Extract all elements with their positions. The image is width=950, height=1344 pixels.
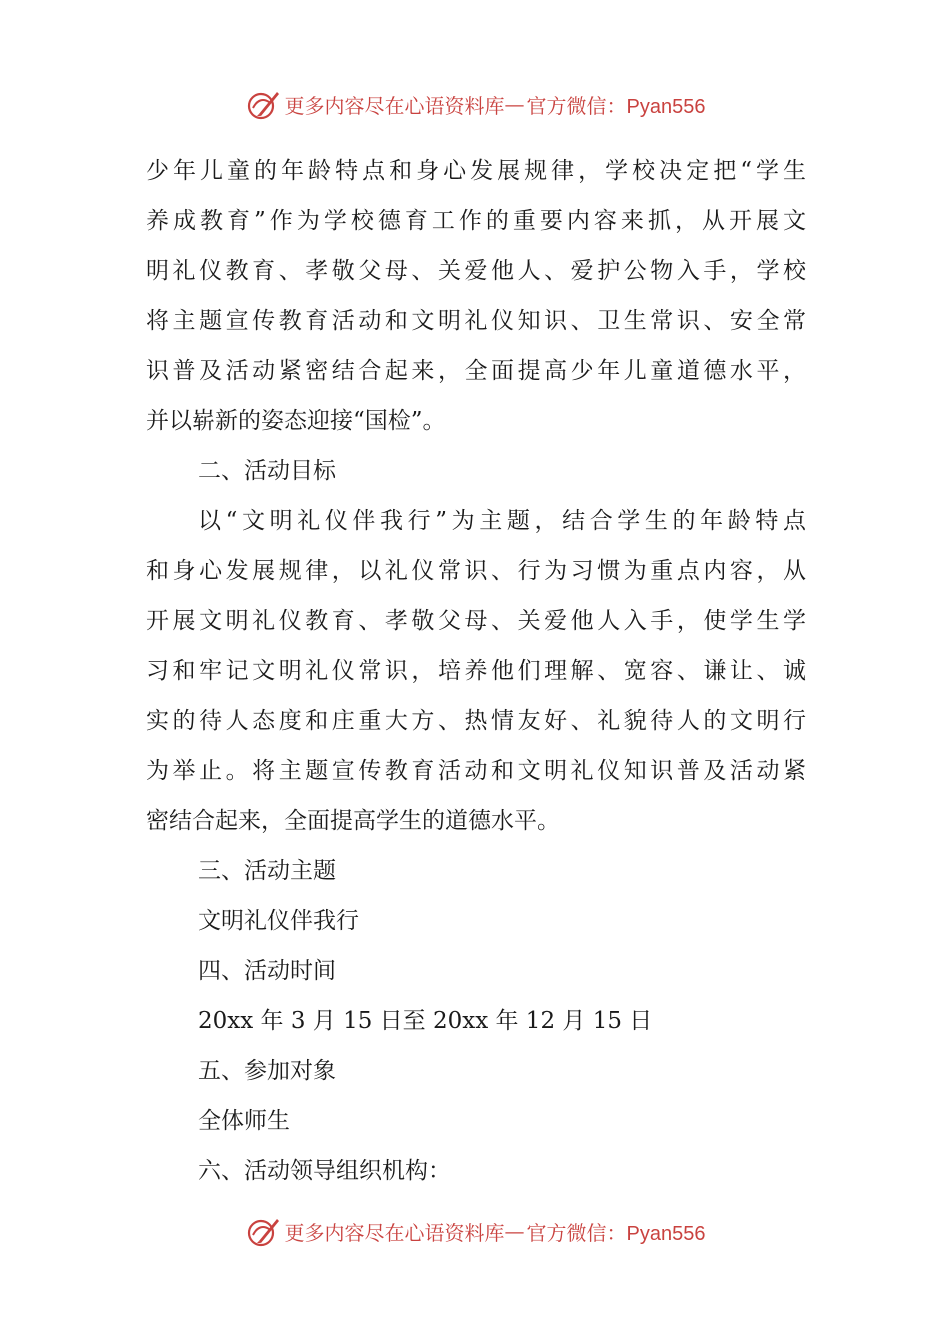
document-body bbox=[146, 146, 806, 1196]
section-heading: 五、参加对象 bbox=[198, 1058, 336, 1084]
paragraph-line: 将主题宣传教育活动和文明礼仪知识、卫生常识、安全常 bbox=[146, 308, 806, 334]
footer-banner bbox=[0, 1211, 950, 1251]
paragraph-line: 并以崭新的姿态迎接“国检”。 bbox=[146, 408, 446, 434]
paragraph-line: 识普及活动紧密结合起来，全面提高少年儿童道德水平， bbox=[146, 358, 806, 384]
footer-banner-text: 更多内容尽在心语资料库 bbox=[284, 1220, 505, 1245]
header-banner-text: 更多内容尽在心语资料库 bbox=[284, 93, 505, 118]
header-banner bbox=[0, 84, 950, 124]
paragraph-line: 和身心发展规律，以礼仪常识、行为习惯为重点内容，从 bbox=[146, 558, 806, 584]
section-heading: 六、活动领导组织机构： bbox=[198, 1158, 451, 1184]
paragraph-line: 习和牢记文明礼仪常识，培养他们理解、宽容、谦让、诚 bbox=[146, 658, 806, 684]
paragraph-line: 全体师生 bbox=[198, 1108, 290, 1134]
section-heading: 三、活动主题 bbox=[198, 858, 336, 884]
header-banner-separator: — bbox=[504, 92, 525, 116]
paragraph-line: 实的待人态度和庄重大方、热情友好、礼貌待人的文明行 bbox=[146, 708, 806, 734]
paragraph-line: 文明礼仪伴我行 bbox=[198, 908, 359, 934]
paragraph-line: 密结合起来，全面提高学生的道德水平。 bbox=[146, 808, 560, 834]
paragraph-line: 养成教育”作为学校德育工作的重要内容来抓，从开展文 bbox=[146, 208, 806, 234]
paragraph-line: 明礼仪教育、孝敬父母、关爱他人、爱护公物入手，学校 bbox=[146, 258, 806, 284]
paragraph-line: 为举止。将主题宣传教育活动和文明礼仪知识普及活动紧 bbox=[146, 758, 806, 784]
paragraph-line: 少年儿童的年龄特点和身心发展规律，学校决定把“学生 bbox=[146, 158, 806, 184]
pen-logo-icon bbox=[245, 1213, 281, 1249]
paragraph-line: 开展文明礼仪教育、孝敬父母、关爱他人入手，使学生学 bbox=[146, 608, 806, 634]
section-heading: 二、活动目标 bbox=[198, 458, 336, 484]
paragraph-line: 20xx 年 3 月 15 日至 20xx 年 12 月 15 日 bbox=[198, 1008, 653, 1034]
footer-banner-contact: 官方微信：Pyan556 bbox=[526, 1222, 706, 1245]
footer-banner-separator: — bbox=[504, 1219, 525, 1243]
paragraph-line: 以“文明礼仪伴我行”为主题，结合学生的年龄特点 bbox=[198, 508, 806, 534]
section-heading: 四、活动时间 bbox=[198, 958, 336, 984]
pen-logo-icon bbox=[245, 86, 281, 122]
header-banner-contact: 官方微信：Pyan556 bbox=[526, 95, 706, 118]
